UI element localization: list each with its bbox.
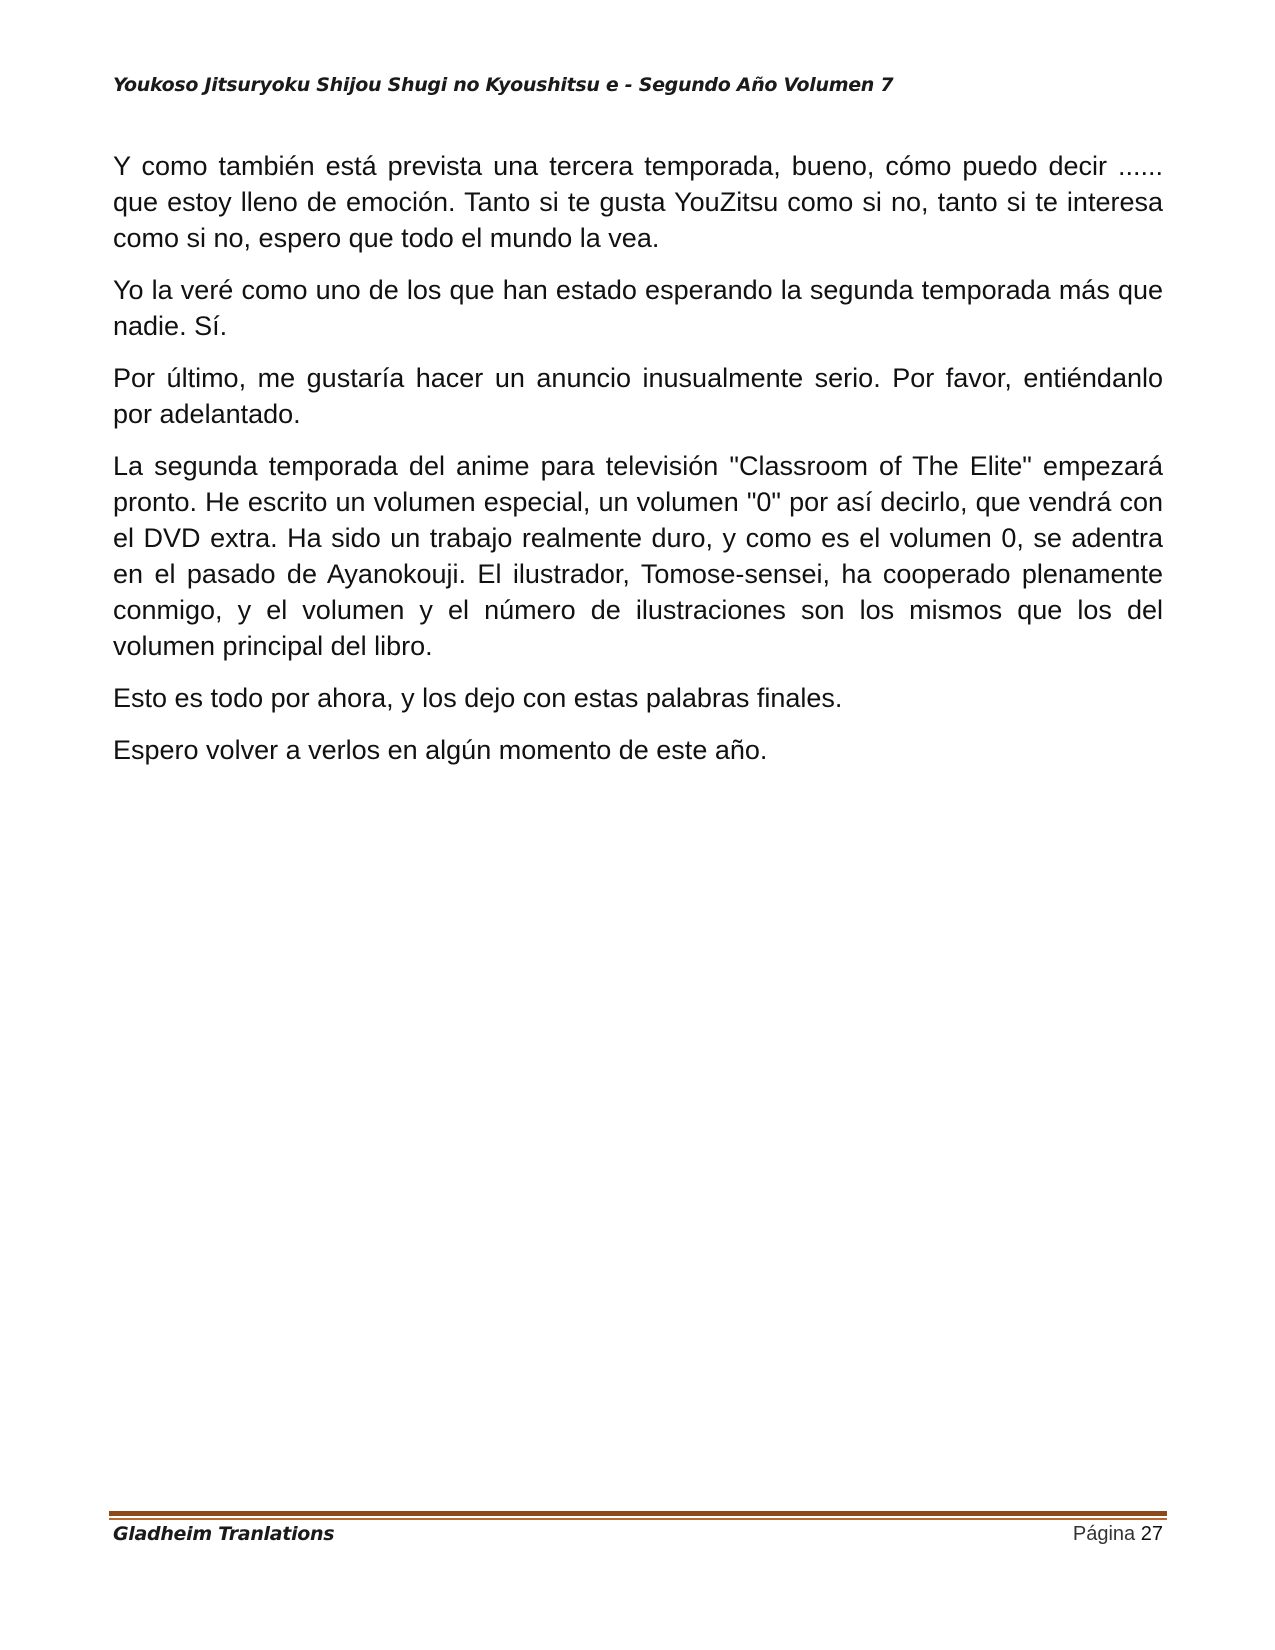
paragraph: Por último, me gustaría hacer un anuncio inusualmente serio. Por favor, entiéndanlo por adelantado. <box>113 363 1163 429</box>
page-number: 27 <box>1140 1523 1163 1545</box>
paragraph: Y como también está prevista una tercera temporada, bueno, cómo puedo decir ...... que estoy lleno de emoción. Tanto si te gusta YouZitsu como si no, tanto si te interesa como si no, espero que todo el mundo la vea. <box>113 151 1163 253</box>
footer-divider-thin-line <box>109 1518 1167 1520</box>
footer-divider-thick-line <box>109 1511 1167 1516</box>
running-header-title: Youkoso Jitsuryoku Shijou Shugi no Kyoushitsu e - Segundo Año Volumen 7 <box>113 74 894 96</box>
paragraph: Yo la veré como uno de los que han estado esperando la segunda temporada más que nadie. Sí. <box>113 275 1163 341</box>
page-body <box>113 148 1163 784</box>
paragraph: La segunda temporada del anime para televisión "Classroom of The Elite" empezará pronto. He escrito un volumen especial, un volumen "0" por así decirlo, que vendrá con el DVD extra. Ha sido un trabajo realmente duro, y como es el volumen 0, se adentra en el pasado de Ayanokouji. El ilustrador, Tomose-sensei, ha cooperado plenamente conmigo, y el volumen y el número de ilustraciones son los mismos que los del volumen principal del libro. <box>113 451 1163 661</box>
footer-divider <box>109 1511 1167 1520</box>
page-label: Página <box>1072 1523 1136 1545</box>
footer-page-indicator <box>1073 1523 1163 1546</box>
footer-publisher-name: Gladheim Tranlations <box>113 1523 335 1545</box>
paragraph: Espero volver a verlos en algún momento de este año. <box>113 735 768 765</box>
paragraph: Esto es todo por ahora, y los dejo con estas palabras finales. <box>113 683 843 713</box>
